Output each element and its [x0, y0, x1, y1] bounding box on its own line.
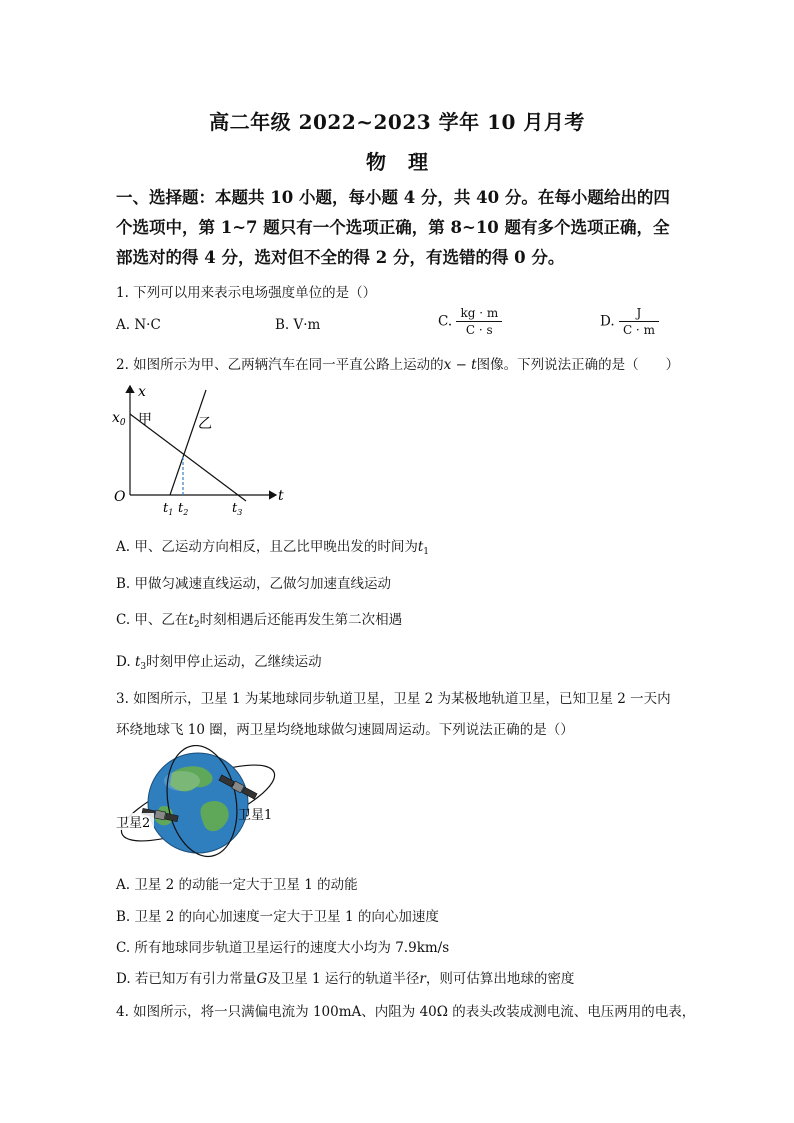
t3-label: $t_3$	[232, 501, 243, 517]
t2-label: $t_2$	[178, 501, 189, 517]
q1-option-b: B. V·m	[275, 317, 321, 333]
q2-option-a: A. 甲、乙运动方向相反，且乙比甲晚出发的时间为$t_1$	[116, 539, 430, 557]
label-yi: 乙	[198, 416, 212, 432]
label-satellite-2: 卫星2	[116, 816, 151, 831]
q1-option-a: A. N·C	[116, 317, 161, 333]
q3-option-d: D. 若已知万有引力常量G及卫星 1 运行的轨道半径r，则可估算出地球的密度	[116, 971, 575, 987]
satellite-diagram	[110, 745, 290, 860]
exam-title: 高二年级 2022~2023 学年 10 月月考	[209, 110, 585, 134]
x0-label: $x_0$	[112, 410, 126, 428]
q3-option-c: C. 所有地球同步轨道卫星运行的速度大小均为 7.9km/s	[116, 940, 450, 956]
q3-stem-line2: 环绕地球飞 10 圈，两卫星均绕地球做匀速圆周运动。下列说法正确的是（）	[116, 722, 574, 738]
q2-stem: 2. 如图所示为甲、乙两辆汽车在同一平直公路上运动的x − t图像。下列说法正确的是（ ）	[116, 357, 680, 373]
section-instructions: 一、选择题：本题共 10 小题，每小题 4 分，共 40 分。在每小题给出的四个选项中，第 1~7 题只有一个选项正确，第 8~10 题有多个选项正确，全部选对的得 4 分，选对但不全的得 2 分，有选错的得 0 分。	[116, 188, 670, 267]
label-jia: 甲	[138, 412, 152, 428]
q3-stem-line1: 3. 如图所示，卫星 1 为某地球同步轨道卫星，卫星 2 为某极地轨道卫星，已知卫星 2 一天内	[116, 691, 671, 707]
origin-label: O	[114, 489, 126, 505]
q3-option-b: B. 卫星 2 的向心加速度一定大于卫星 1 的向心加速度	[116, 909, 439, 925]
q1-option-d: D. $\frac{J}{C \cdot m}$	[600, 306, 659, 337]
label-satellite-1: 卫星1	[238, 808, 273, 823]
fraction-kgm-cs: $\frac{kg \cdot m}{C \cdot s}$	[456, 306, 502, 337]
q1-option-c: C. $\frac{kg \cdot m}{C \cdot s}$	[438, 306, 502, 337]
subject-title: 物理	[366, 150, 450, 174]
t1-label: $t_1$	[163, 501, 174, 517]
q3-option-a: A. 卫星 2 的动能一定大于卫星 1 的动能	[116, 877, 358, 893]
fraction-j-cm: $\frac{J}{C \cdot m}$	[619, 306, 659, 337]
q2-option-c: C. 甲、乙在$t_2$时刻相遇后还能再发生第二次相遇	[116, 612, 403, 630]
axis-label-t: t	[278, 488, 284, 504]
q1-stem: 1. 下列可以用来表示电场强度单位的是（）	[116, 285, 377, 301]
q2-option-d: D. $t_3$时刻甲停止运动，乙继续运动	[116, 654, 322, 672]
q4-stem: 4. 如图所示，将一只满偏电流为 100mA、内阻为 40Ω 的表头改装成测电流、电压两用的电表，	[116, 1004, 696, 1020]
q2-option-b: B. 甲做匀减速直线运动，乙做匀加速直线运动	[116, 576, 392, 592]
xt-graph	[108, 380, 298, 520]
line-yi	[170, 390, 206, 495]
axis-label-x: x	[138, 384, 146, 400]
